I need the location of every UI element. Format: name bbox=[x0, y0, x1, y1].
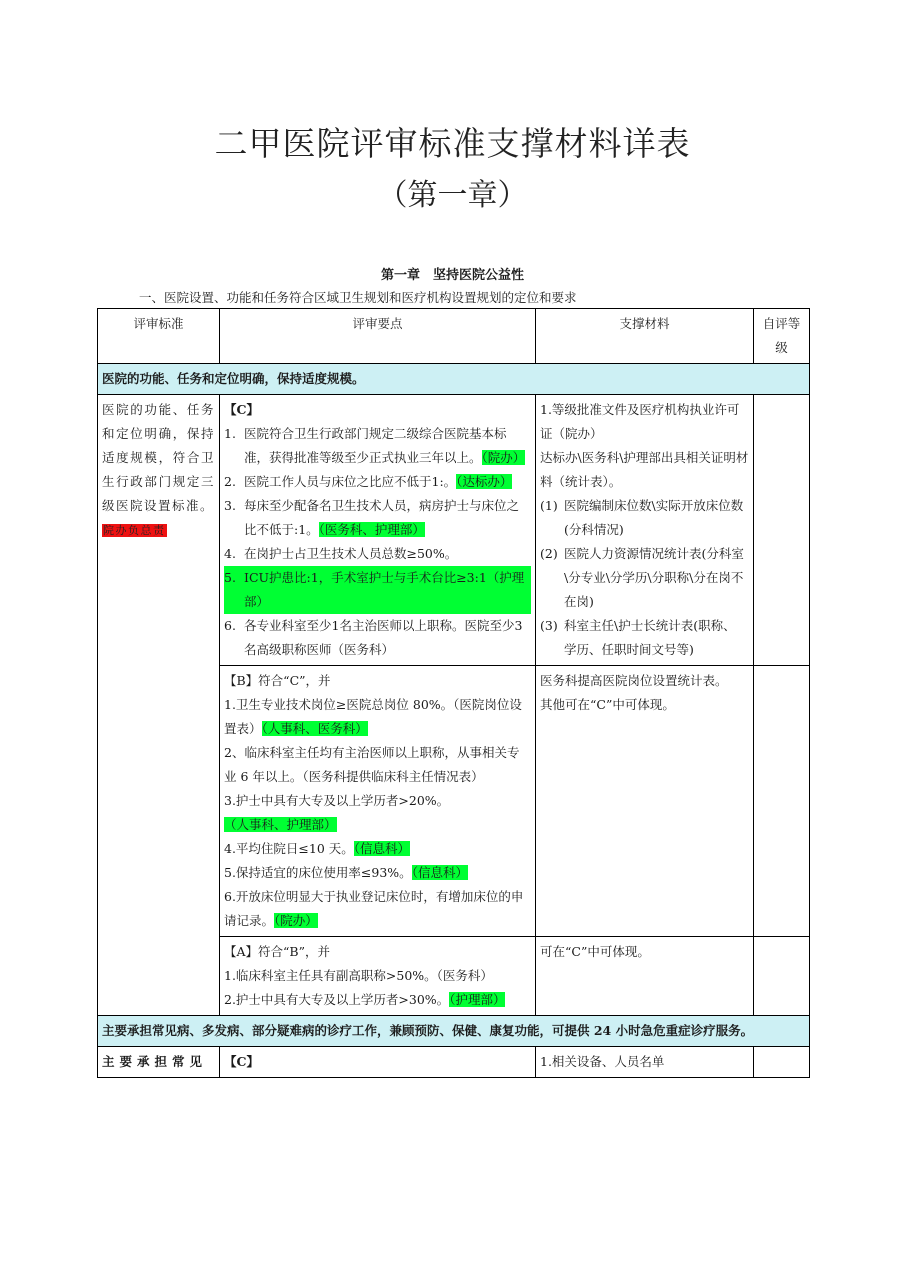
table-row-last bbox=[98, 1047, 810, 1078]
criterion-cell: 主要承担常见 bbox=[98, 1047, 220, 1078]
c-level-materials bbox=[536, 395, 754, 666]
header-self-grade: 自评等级 bbox=[754, 309, 810, 364]
material-line: 其他可在“C”中可体现。 bbox=[540, 697, 675, 712]
band-row-function bbox=[98, 364, 810, 395]
band-services-text: 主要承担常见病、多发病、部分疑难病的诊疗工作，兼顾预防、保健、康复功能，可提供 24 小时急危重症诊疗服务。 bbox=[98, 1016, 810, 1047]
document-subtitle: （第一章） bbox=[377, 178, 528, 213]
b-level-materials bbox=[536, 666, 754, 937]
list-item: 1. 医院符合卫生行政部门规定二级综合医院基本标准，获得批准等级至少正式执业三年以上。（院办） bbox=[224, 426, 526, 465]
criterion-text: 医院的功能、任务和定位明确，保持适度规模，符合卫生行政部门规定三级医院设置标准。 bbox=[102, 402, 215, 513]
header-key-points: 评审要点 bbox=[220, 309, 536, 364]
c-level-points bbox=[220, 395, 536, 666]
self-grade-cell[interactable] bbox=[754, 1047, 810, 1078]
standards-table bbox=[97, 308, 810, 1078]
document-title: 二甲医院评审标准支撑材料详表 bbox=[214, 124, 691, 163]
list-item: 2.护士中具有大专及以上学历者>30%。（护理部） bbox=[224, 992, 506, 1007]
list-item: 4. 在岗护士占卫生技术人员总数≥50%。 bbox=[224, 546, 458, 561]
a-level-points bbox=[220, 937, 536, 1016]
c-level-label: 【C】 bbox=[220, 1047, 536, 1078]
section-heading: 一、医院设置、功能和任务符合区域卫生规划和医疗机构设置规划的定位和要求 bbox=[139, 290, 577, 305]
material-item: (3) 科室主任\护士长统计表(职称、 学历、任职时间文号等) bbox=[540, 618, 736, 657]
list-item: 3.护士中具有大专及以上学历者>20%。 （人事科、护理部） bbox=[224, 793, 450, 832]
list-item: 6. 各专业科室至少1名主治医师以上职称。医院至少3名高级职称医师（医务科） bbox=[224, 618, 523, 657]
material-line: 医务科提高医院岗位设置统计表。 bbox=[540, 673, 728, 688]
table-row-c bbox=[98, 395, 810, 666]
material-item: (2) 医院人力资源情况统计表(分科室\分专业\分学历\分职称\分在岗不在岗) bbox=[540, 546, 744, 609]
list-item: 4.平均住院日≤10 天。（信息科） bbox=[224, 841, 411, 856]
b-level-points bbox=[220, 666, 536, 937]
list-item: 2、临床科室主任均有主治医师以上职称，从事相关专业 6 年以上。（医务科提供临床科主任情况表） bbox=[224, 745, 520, 784]
band-row-services bbox=[98, 1016, 810, 1047]
header-materials: 支撑材料 bbox=[536, 309, 754, 364]
table-header-row bbox=[98, 309, 810, 364]
material-line: 1.相关设备、人员名单 bbox=[536, 1047, 754, 1078]
list-item: 5.保持适宜的床位使用率≤93%。（信息科） bbox=[224, 865, 468, 880]
c-level-label: 【C】 bbox=[224, 402, 259, 417]
criterion-cell bbox=[98, 395, 220, 1016]
material-line: 可在“C”中可体现。 bbox=[540, 944, 650, 959]
list-item: 1.卫生专业技术岗位≥医院总岗位 80%。（医院岗位设置表）（人事科、医务科） bbox=[224, 697, 522, 736]
owner-badge: 院办负总责 bbox=[103, 524, 166, 537]
material-line: 1.等级批准文件及医疗机构执业许可证（院办） bbox=[540, 402, 740, 441]
material-line: 达标办\医务科\护理部出具相关证明材料（统计表）。 bbox=[540, 450, 749, 489]
chapter-heading: 第一章 坚持医院公益性 bbox=[380, 268, 524, 283]
a-level-label: 【A】符合“B”，并 bbox=[224, 944, 330, 959]
self-grade-cell[interactable] bbox=[754, 395, 810, 666]
header-criteria: 评审标准 bbox=[98, 309, 220, 364]
list-item: 1.临床科室主任具有副高职称>50%。（医务科） bbox=[224, 968, 493, 983]
material-item: (1) 医院编制床位数\实际开放床位数(分科情况) bbox=[540, 498, 744, 537]
list-item: 2. 医院工作人员与床位之比应不低于1:。（达标办） bbox=[224, 474, 513, 489]
band-function-text: 医院的功能、任务和定位明确，保持适度规模。 bbox=[98, 364, 810, 395]
list-item: 6.开放床位明显大于执业登记床位时，有增加床位的申请记录。（院办） bbox=[224, 889, 524, 928]
list-item: 3. 每床至少配备名卫生技术人员，病房护士与床位之比不低于:1。（医务科、护理部） bbox=[224, 498, 520, 537]
self-grade-cell[interactable] bbox=[754, 666, 810, 937]
b-level-label: 【B】符合“C”，并 bbox=[224, 673, 331, 688]
list-item: 5. ICU护患比:1，手术室护士与手术台比≥3:1（护理部） bbox=[224, 566, 531, 614]
self-grade-cell[interactable] bbox=[754, 937, 810, 1016]
a-level-materials bbox=[536, 937, 754, 1016]
